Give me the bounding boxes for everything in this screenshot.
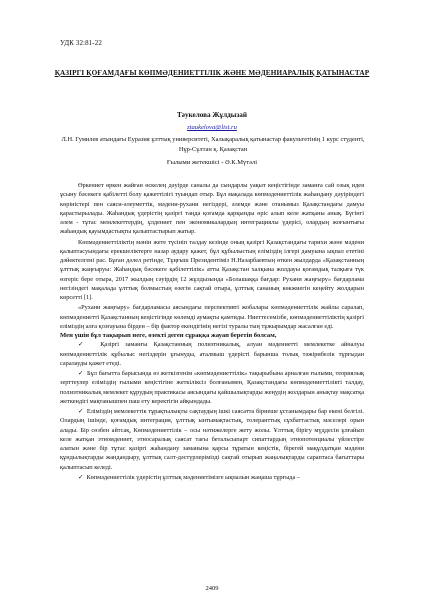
scientific-advisor: Ғылыми жетекшісі - Ә.К.Мүтәлі [166,159,258,166]
bullet-item: ✓ Еліміздің мемлекеттік тұрақтылықты сақтаудың ішкі саясатта бірнеше ұстанымдары бар екені белгілі. Олардың ішінде, қоғамдық интеграция, ұлттық ынтымақтастық, толеранттық сұхбаттастық мәселері орын алады. Бір сөзбен айтсақ, Көпмәдениеттілік – осы нәтижелерге жету жолы. Ұлттық бірігу мүддесін ұлғайып келе жатқан этномдениет, этносаралық саясат тағы бетальсыпарт сипаттардың этнопотенциалы үйлестіре алатын және бір тұтас қазіргі жаһандану заманына қарсы тұратын кеңістік, бірегей мақұлдатқан мәдени құндылықтарды жандандыру, ұлттық салт-дәстүрлерімізді сақтай отырып жаңалықтарды сараптаса бағыттары қалыптасып келеді. [60,408,364,471]
question-heading: Мен үшін бұл тақырып неге, өзекті деген сұраққа жауап беретін болсам, [60,332,277,339]
udk-code: УДК 32:81-22 [60,39,102,47]
bullet-item: ✓ Қазіргі заманғы Қазақстанның полиэтникалық, алуан мәдениетті мемлекетке айналуы көпмәдениеттілік құбылыс негіздерін ұғынуды, аталмыш үдерісті барынша толық тәжірибелік тұрғыдан саралауды қажет етеді. [60,341,364,367]
bullet-item: ✓ Көпмәдениеттілік үдерістің ұлттық мәдениетімізге ықпалын жаңаша тұрғыда – [78,473,301,481]
bullet-text: Қазіргі заманғы Қазақстанның полиэтникалық, алуан мәдениетті мемлекетке айналуы көпмәдениеттілік құбылыс негіздерін ұғынуды, аталмыш үдерісті барынша толық тәжірибелік тұрғыдан саралауды қажет етеді. [60,341,364,367]
bullet-text: Көпмәдениеттілік үдерістің ұлттық мәдениетімізге ықпалын жаңаша тұрғыда – [86,473,301,481]
bullet-text: Бұл бағытта барысында өз жеткізгенім «көпмәдениеттілік» тақырыбына арналған ғылыми, теориялық зерттеулер еліміздің ғылыми кеңістігіне жеткіліксіз болғанымен, Қазақстандағы көпмәдениеттілікті талдау, полиэтникалық мемлекет құрудың практикасы аясындағы қайшылықтарды жеңудің жолдарын анықтау мақсатқа жеткендігі мақтанышпен паш ету керектігін айқындады. [60,370,364,405]
author-affiliation: Л.Н. Гумилев атындағы Еуразия ұлттық университеті, Халықаралық қатынастар факультетінің 1 курс студенті, Нұр-Сұлтан қ. Қазақстан [61,136,365,154]
article-title: ҚАЗІРГІ ҚОҒАМДАҒЫ КӨПМӘДЕНИЕТТІЛІК ЖӘНЕ МӘДЕНИАРАЛЫҚ ҚАТЫНАСТАР [54,69,370,77]
paragraph-program: «Рухани жаңғыру» бағдарламасы аясындағы перспективті жобалары көпмәдениеттілік жайлы саралап, көпмәдениетті Қазақстанның кеңістігінде көлемді аумақты қамтиды. Ниеттесемізбе, көпмәдениеттіліктің қазіргі еліміздің алға қозғауына бірден – бір фактор екендігінің негізі туралы тың тұжырымдар жасалған еді. [60,304,364,330]
author-name: Тәукелова Жұлдызай [176,111,248,119]
page-number: 2409 [205,585,219,592]
article-body [60,181,364,482]
bullet-text: Еліміздің мемлекеттік тұрақтылықты сақтаудың ішкі саясатта бірнеше ұстанымдары бар екені белгілі. Олардың ішінде, қоғамдық интеграция, ұлттық ынтымақтастық, толеранттық сұхбаттастық мәселері орын алады. Бір сөзбен айтсақ, Көпмәдениеттілік – осы нәтижелерге жету жолы. Ұлттық бірігу мүддесін ұлғайып келе жатқан этномдениет, этносаралық саясат тағы бетальсыпарт сипаттардың этнопотенциалы үйлестіре алатын және бір тұтас қазіргі жаһандану заманына қарсы тұратын кеңістік, бірегей мақұлдатқан мәдени құндылықтарды жандандыру, ұлттық салт-дәстүрлерімізді сақтай отырып жаңалықтарды сараптаса бағыттары қалыптасып келеді. [60,408,364,471]
paragraph-analysis: Көпмәдениеттіліктің мәнін жете түсініп талдау кезінде оның қазіргі Қазақстандағы тарихи және мәдени қалыптасуындағы ерекшеліктерге назар аудару қажет, бұл құбылыстың еліміздің ілгері дамуына ықпал ететіні дәйектелгені рас. Бұған дәлел ретінде, Тұңғыш Президентіміз Н.Назарбаевтың өткен жылдарда «Қазақстанның ұлттық жаңғыруы: Жаһандық бәсекеге қабілеттілік» атты Қазақстан халқына жолдауы қоғамдық талқыға түк өзгеріс бере отыра, 2017 жылдың сәуірдің 12 жұлдызында «Болашаққа бағдар: Рухани жаңғыру» бағдарлама негізіндегі мақалада ұлттық болмыстың өзегін сақтай отыра, ұлттық сананың көкжиегін кеңейту жолдарын көрсетті [1]. [60,238,364,301]
bullet-item: ✓ Бұл бағытта барысында өз жеткізгенім «көпмәдениеттілік» тақырыбына арналған ғылыми, теориялық зерттеулер еліміздің ғылыми кеңістігіне жеткіліксіз болғанымен, Қазақстандағы көпмәдениеттілікті талдау, полиэтникалық мемлекет құрудың практикасы аясындағы қайшылықтарды жеңудің жолдарын анықтау мақсатқа жеткендігі мақтанышпен паш ету керектігін айқындады. [60,370,364,405]
author-email-link[interactable]: ztaukelova@list.ru [187,124,237,131]
paragraph-intro: Өркениет өркен жайған өскелең дәуірде саналы да сындарлы уақыт кеңістігінде заманға сай озық идея ұсыну бәсекеге қабілетті болу қажеттілігі туындап отыр. Бұл мақалада көпмәдениеттілік жаһандану дәуіріндегі көріністері пен саяси-әлеуметтік, мәдени-рухани негіздері, әлемде және отанымыз Қазақстандағы дамуы қарастырылады. Жаһандық үдерістің қазіргі таңда қоғамда қарқынды өріс алып келе жатқаны анық. Бүгінгі әлем - тұтас мемлекеттердің, ұлдениет пен экономикалардың интеграциялы үдерісі, олардың жоғынтығы жаһандық қауымдастықты қалыптастырып жатыр. [60,182,364,236]
